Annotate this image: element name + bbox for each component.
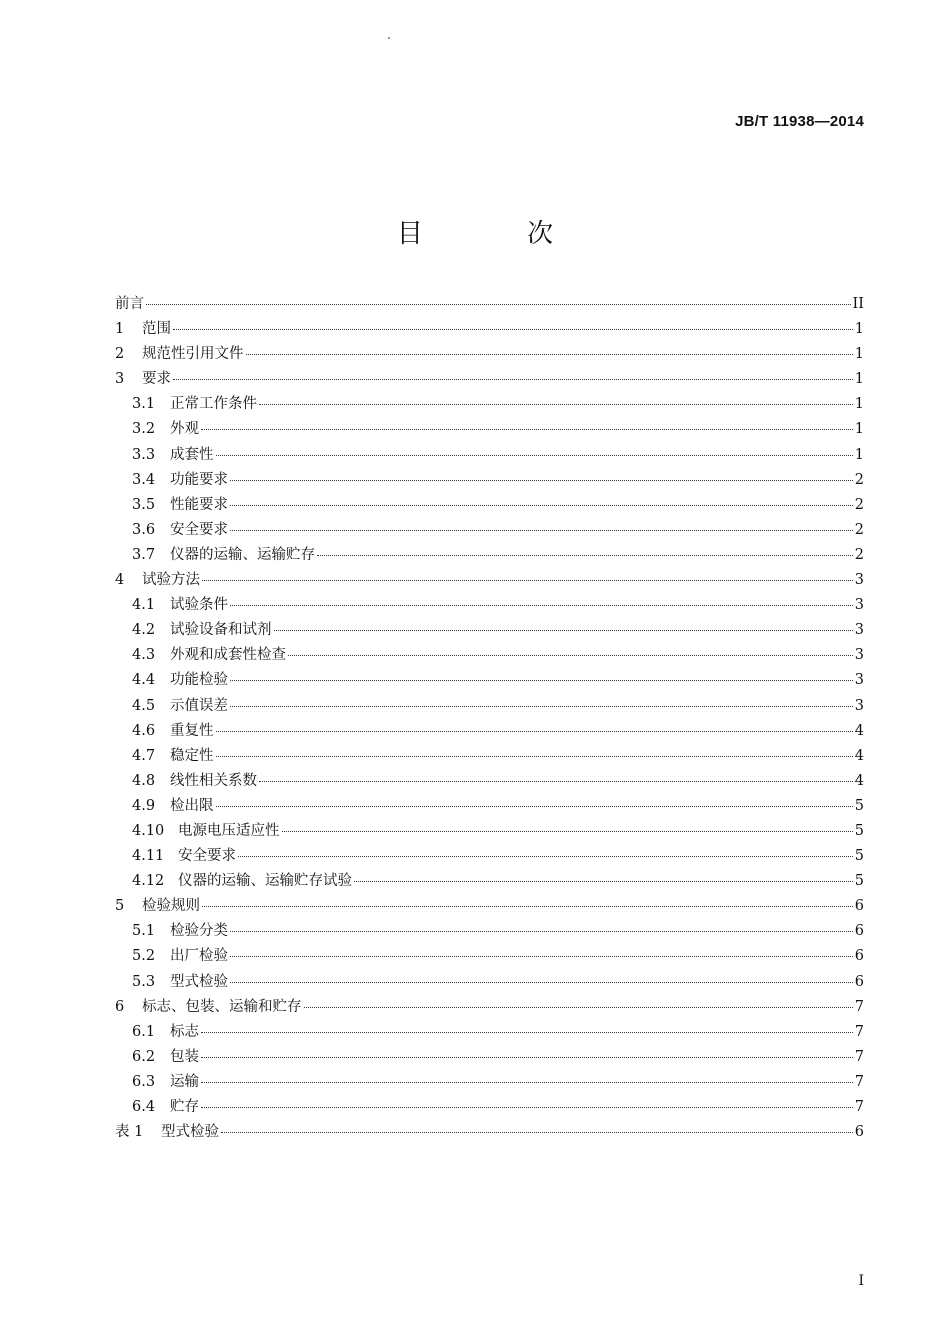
toc-entry[interactable] [115, 1095, 864, 1120]
toc-entry-number: 4 [115, 572, 125, 589]
toc-entry-number: 4.6 [132, 722, 156, 739]
page-folio: I [858, 1273, 864, 1289]
toc-entry-page: 3 [854, 697, 864, 714]
toc-entry-number: 3.1 [132, 396, 156, 413]
toc-entry-page: 6 [854, 948, 864, 965]
toc-dot-leader [230, 931, 853, 932]
toc-entry-page: 2 [854, 496, 864, 513]
toc-entry-page: 5 [854, 822, 864, 839]
toc-entry-label: 运输 [170, 1073, 199, 1090]
toc-entry-page: 4 [854, 772, 864, 789]
toc-entry-number: 表 1 [115, 1124, 144, 1141]
toc-entry-number: 6 [115, 998, 125, 1015]
toc-entry[interactable] [115, 593, 864, 618]
toc-entry-page: 5 [854, 797, 864, 814]
toc-entry-number: 3.2 [132, 421, 156, 438]
toc-entry-number: 5.2 [132, 948, 156, 965]
toc-entry-label: 示值误差 [170, 697, 228, 714]
toc-dot-leader [230, 480, 853, 481]
toc-entry-number: 3.3 [132, 446, 156, 463]
toc-dot-leader [259, 781, 853, 782]
toc-entry-number: 4.7 [132, 747, 156, 764]
toc-entry-number: 6.4 [132, 1099, 156, 1115]
toc-dot-leader [230, 605, 853, 606]
toc-entry[interactable] [115, 643, 864, 668]
toc-entry-number: 6.1 [132, 1023, 156, 1040]
toc-entry-label: 试验设备和试剂 [170, 622, 272, 639]
toc-entry-label: 要求 [142, 371, 171, 388]
toc-entry-label: 试验条件 [170, 597, 228, 614]
toc-entry-page: 2 [854, 471, 864, 488]
toc-entry-page: 4 [854, 722, 864, 739]
toc-dot-leader [201, 1082, 853, 1083]
toc-entry-number: 3.5 [132, 496, 156, 513]
toc-entry-number: 4.10 [132, 822, 165, 839]
toc-entry-label: 正常工作条件 [170, 396, 257, 413]
toc-dot-leader [238, 856, 853, 857]
toc-dot-leader [274, 630, 853, 631]
toc-entry-number: 5.3 [132, 973, 156, 990]
toc-entry[interactable] [115, 1020, 864, 1045]
toc-entry[interactable] [115, 919, 864, 944]
toc-dot-leader [354, 881, 853, 882]
toc-entry-label: 前言 [115, 296, 144, 312]
toc-entry-page: 6 [854, 1124, 864, 1141]
toc-entry[interactable] [115, 668, 864, 693]
toc-entry-label: 出厂检验 [170, 948, 228, 965]
toc-entry-page: 3 [854, 647, 864, 664]
toc-dot-leader [216, 731, 853, 732]
toc-entry-label: 安全要求 [170, 521, 228, 538]
toc-entry[interactable] [115, 794, 864, 819]
toc-entry-number: 4.3 [132, 647, 156, 664]
page-title: 目 次 [396, 219, 602, 249]
toc-entry[interactable] [115, 493, 864, 518]
toc-entry-label: 规范性引用文件 [142, 346, 244, 363]
toc-entry[interactable] [115, 995, 864, 1020]
toc-entry-label: 标志 [170, 1023, 199, 1040]
toc-entry-label: 安全要求 [178, 848, 236, 865]
toc-entry-number: 4.11 [132, 848, 165, 865]
toc-entry[interactable] [115, 769, 864, 794]
toc-entry-number: 3.6 [132, 521, 156, 538]
toc-dot-leader [201, 1107, 853, 1108]
toc-dot-leader [202, 906, 853, 907]
toc-entry[interactable] [115, 443, 864, 468]
toc-entry[interactable] [115, 744, 864, 769]
toc-entry-label: 功能检验 [170, 672, 228, 689]
toc-dot-leader [146, 304, 851, 305]
toc-entry-page: 1 [854, 421, 864, 438]
toc-dot-leader [230, 505, 853, 506]
toc-entry[interactable] [115, 869, 864, 894]
toc-entry[interactable] [115, 342, 864, 367]
toc-dot-leader [282, 831, 853, 832]
toc-dot-leader [317, 555, 853, 556]
toc-entry-label: 检验分类 [170, 923, 228, 940]
toc-entry-label: 检验规则 [142, 898, 200, 915]
toc-entry-number: 4.8 [132, 772, 156, 789]
toc-entry[interactable] [115, 468, 864, 493]
toc-entry[interactable] [115, 367, 864, 392]
toc-entry-label: 功能要求 [170, 471, 228, 488]
toc-entry-number: 3 [115, 371, 125, 388]
toc-entry-page: 3 [854, 597, 864, 614]
toc-dot-leader [216, 455, 853, 456]
toc-entry-page: 7 [854, 1073, 864, 1090]
toc-entry[interactable] [115, 1045, 864, 1070]
toc-dot-leader [201, 1057, 853, 1058]
toc-entry[interactable] [115, 819, 864, 844]
toc-entry-number: 4.9 [132, 797, 156, 814]
toc-dot-leader [201, 1032, 853, 1033]
toc-entry-label: 型式检验 [170, 973, 228, 990]
toc-entry[interactable] [115, 970, 864, 995]
toc-entry-page: 5 [854, 848, 864, 865]
toc-entry-label: 包装 [170, 1048, 199, 1065]
toc-entry[interactable] [115, 894, 864, 919]
toc-entry-page: 6 [854, 923, 864, 940]
toc-entry-label: 线性相关系数 [170, 772, 257, 789]
toc-entry-label: 电源电压适应性 [178, 822, 280, 839]
toc-entry-number: 6.2 [132, 1048, 156, 1065]
toc-dot-leader [202, 580, 853, 581]
toc-entry[interactable] [115, 568, 864, 593]
toc-entry[interactable] [115, 844, 864, 869]
toc-entry-page: 3 [854, 622, 864, 639]
toc-entry-page: 1 [854, 396, 864, 413]
toc-entry[interactable] [115, 417, 864, 442]
toc-entry-label: 成套性 [170, 446, 214, 463]
toc-entry-number: 5.1 [132, 923, 156, 940]
toc-entry-label: 型式检验 [161, 1124, 219, 1141]
toc-dot-leader [230, 530, 853, 531]
toc-entry[interactable] [115, 1120, 864, 1145]
toc-entry-number: 4.5 [132, 697, 156, 714]
toc-entry-page: 1 [854, 446, 864, 463]
toc-entry-page: 1 [854, 371, 864, 388]
toc-entry-label: 外观 [170, 421, 199, 438]
toc-entry-label: 贮存 [170, 1099, 199, 1115]
toc-entry-number: 3.4 [132, 471, 156, 488]
toc-entry-page: 7 [854, 1048, 864, 1065]
toc-entry-number: 5 [115, 898, 125, 915]
toc-entry-number: 4.2 [132, 622, 156, 639]
toc-entry-number: 1 [115, 321, 125, 338]
toc-entry[interactable] [115, 694, 864, 719]
toc-entry-page: 2 [854, 521, 864, 538]
toc-entry-label: 标志、包装、运输和贮存 [142, 998, 302, 1015]
toc-dot-leader [230, 982, 853, 983]
toc-entry[interactable] [115, 944, 864, 969]
toc-entry-page: II [852, 296, 864, 312]
toc-entry-page: 4 [854, 747, 864, 764]
toc-entry-label: 仪器的运输、运输贮存 [170, 546, 315, 563]
toc-entry-page: 2 [854, 546, 864, 563]
toc-entry-page: 1 [854, 321, 864, 338]
toc-entry[interactable] [115, 543, 864, 568]
toc-entry-number: 3.7 [132, 546, 156, 563]
toc-dot-leader [216, 806, 853, 807]
toc-entry[interactable] [115, 518, 864, 543]
toc-entry-label: 稳定性 [170, 747, 214, 764]
toc-dot-leader [216, 756, 853, 757]
toc-entry-number: 6.3 [132, 1073, 156, 1090]
toc-dot-leader [259, 404, 853, 405]
toc-dot-leader [246, 354, 853, 355]
toc-entry-page: 1 [854, 346, 864, 363]
toc-entry[interactable] [115, 392, 864, 417]
toc-dot-leader [173, 329, 853, 330]
toc-entry-page: 3 [854, 572, 864, 589]
toc-entry-page: 6 [854, 898, 864, 915]
toc-entry-label: 范围 [142, 321, 171, 338]
toc-entry-label: 外观和成套性检查 [170, 647, 286, 664]
toc-entry-page: 7 [854, 998, 864, 1015]
toc-entry-number: 2 [115, 346, 125, 363]
toc-dot-leader [230, 680, 853, 681]
toc-dot-leader [230, 706, 853, 707]
toc-dot-leader [304, 1007, 853, 1008]
toc-entry-number: 4.4 [132, 672, 156, 689]
toc-entry-page: 5 [854, 873, 864, 890]
toc-dot-leader [230, 956, 853, 957]
toc-entry[interactable] [115, 618, 864, 643]
toc-entry-number: 4.12 [132, 873, 165, 890]
toc-entry-label: 重复性 [170, 722, 214, 739]
toc-entry-page: 6 [854, 973, 864, 990]
toc-entry-label: 性能要求 [170, 496, 228, 513]
toc-entry-page: 7 [854, 1099, 864, 1115]
standard-number: JB/T 11938—2014 [735, 113, 864, 130]
toc-entry[interactable] [115, 317, 864, 342]
toc-dot-leader [173, 379, 853, 380]
scan-speck [388, 37, 390, 39]
toc-entry[interactable] [115, 1070, 864, 1095]
toc-entry-label: 试验方法 [142, 572, 200, 589]
toc-entry-page: 3 [854, 672, 864, 689]
toc-entry-label: 仪器的运输、运输贮存试验 [178, 873, 352, 890]
toc-entry-label: 检出限 [170, 797, 214, 814]
toc-dot-leader [201, 429, 853, 430]
toc-entry[interactable] [115, 719, 864, 744]
toc-entry-number: 4.1 [132, 597, 156, 614]
toc-dot-leader [288, 655, 853, 656]
toc-entry-page: 7 [854, 1023, 864, 1040]
table-of-contents [115, 292, 864, 1145]
toc-dot-leader [221, 1132, 853, 1133]
toc-entry[interactable] [115, 292, 864, 317]
